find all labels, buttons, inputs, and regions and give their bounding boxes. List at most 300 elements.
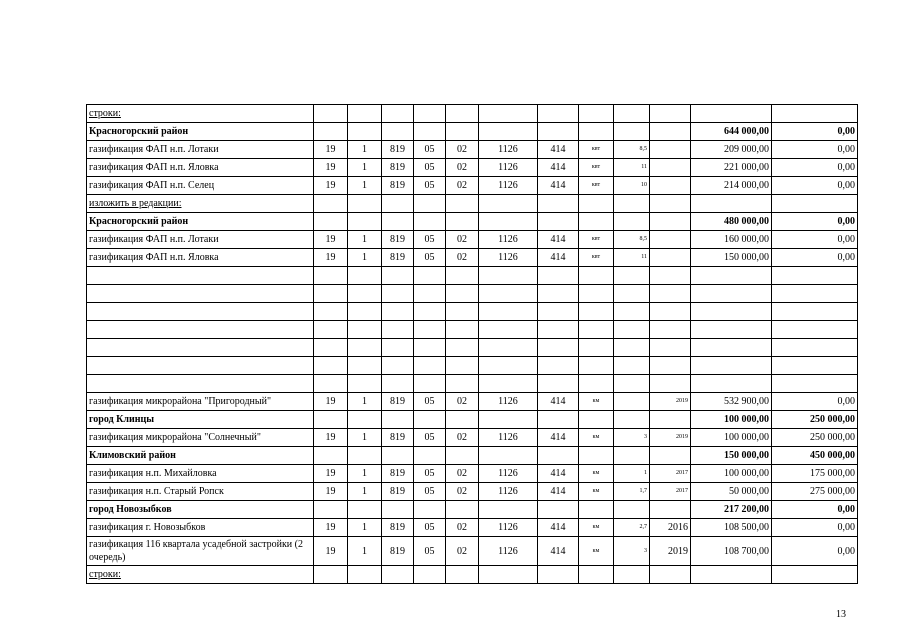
empty-cell [691, 105, 772, 123]
table-row [87, 411, 858, 429]
empty-cell [446, 447, 479, 465]
amount-cell: 0,00 [772, 213, 858, 231]
code-cell: 19 [314, 483, 348, 501]
code-cell: 1 [348, 537, 382, 566]
unit-cell: км [579, 429, 614, 447]
empty-cell [446, 339, 479, 357]
code-cell: 02 [446, 393, 479, 411]
empty-cell [479, 303, 538, 321]
year-cell [650, 141, 691, 159]
empty-cell [414, 375, 446, 393]
code-cell: 02 [446, 249, 479, 267]
empty-cell [479, 105, 538, 123]
empty-cell [691, 285, 772, 303]
code-cell: 1 [348, 483, 382, 501]
empty-cell [382, 303, 414, 321]
code-cell: 1 [348, 465, 382, 483]
empty-cell [382, 501, 414, 519]
table-row [87, 537, 858, 566]
note-cell: изложить в редакции: [87, 195, 314, 213]
empty-cell [538, 339, 579, 357]
empty-cell [314, 123, 348, 141]
empty-cell [614, 339, 650, 357]
table-row [87, 447, 858, 465]
empty-cell [382, 195, 414, 213]
empty-cell [479, 447, 538, 465]
table-row [87, 483, 858, 501]
empty-cell [414, 285, 446, 303]
empty-cell [538, 195, 579, 213]
table-row [87, 123, 858, 141]
section-header-cell: Климовский район [87, 447, 314, 465]
table-row [87, 249, 858, 267]
year-cell [650, 249, 691, 267]
empty-cell [479, 501, 538, 519]
code-cell: 819 [382, 465, 414, 483]
code-cell: 1126 [479, 231, 538, 249]
empty-cell [314, 566, 348, 584]
empty-cell [772, 357, 858, 375]
empty-cell [579, 303, 614, 321]
empty-cell [579, 195, 614, 213]
empty-cell [414, 339, 446, 357]
empty-cell [348, 501, 382, 519]
table-row [87, 375, 858, 393]
table-row [87, 303, 858, 321]
empty-cell [691, 357, 772, 375]
empty-cell [446, 195, 479, 213]
item-name-cell: газификация г. Новозыбков [87, 519, 314, 537]
amount-cell: 0,00 [772, 123, 858, 141]
code-cell: 19 [314, 519, 348, 537]
code-cell: 02 [446, 465, 479, 483]
amount-cell: 100 000,00 [691, 465, 772, 483]
empty-cell [691, 566, 772, 584]
empty-cell [650, 267, 691, 285]
empty-cell [414, 321, 446, 339]
empty-cell [614, 447, 650, 465]
quantity-cell: 1,7 [614, 483, 650, 501]
amount-cell: 150 000,00 [691, 249, 772, 267]
empty-cell [691, 267, 772, 285]
table-row [87, 393, 858, 411]
amount-cell: 175 000,00 [772, 465, 858, 483]
code-cell: 1126 [479, 537, 538, 566]
empty-cell [314, 285, 348, 303]
amount-cell: 100 000,00 [691, 429, 772, 447]
empty-cell [650, 411, 691, 429]
empty-cell [414, 195, 446, 213]
unit-cell: квт [579, 177, 614, 195]
empty-cell [479, 123, 538, 141]
empty-cell [772, 566, 858, 584]
item-name-cell: газификация ФАП н.п. Яловка [87, 249, 314, 267]
empty-cell [650, 321, 691, 339]
empty-cell [414, 501, 446, 519]
empty-cell [446, 213, 479, 231]
empty-cell [414, 123, 446, 141]
code-cell: 414 [538, 483, 579, 501]
empty-cell [382, 105, 414, 123]
code-cell: 819 [382, 177, 414, 195]
empty-cell [446, 303, 479, 321]
empty-cell [772, 375, 858, 393]
empty-cell [650, 303, 691, 321]
code-cell: 414 [538, 177, 579, 195]
code-cell: 819 [382, 159, 414, 177]
code-cell: 19 [314, 231, 348, 249]
empty-cell [691, 375, 772, 393]
empty-cell [579, 105, 614, 123]
empty-cell [650, 357, 691, 375]
empty-cell [414, 267, 446, 285]
empty-cell [348, 357, 382, 375]
empty-cell [382, 267, 414, 285]
empty-cell [538, 375, 579, 393]
code-cell: 1 [348, 141, 382, 159]
empty-cell [650, 501, 691, 519]
empty-cell [579, 123, 614, 141]
amount-cell: 644 000,00 [691, 123, 772, 141]
empty-cell [414, 411, 446, 429]
empty-cell [382, 123, 414, 141]
empty-cell [538, 213, 579, 231]
code-cell: 19 [314, 393, 348, 411]
empty-cell [87, 375, 314, 393]
item-name-cell: газификация ФАП н.п. Яловка [87, 159, 314, 177]
empty-cell [650, 285, 691, 303]
empty-cell [772, 321, 858, 339]
code-cell: 19 [314, 537, 348, 566]
code-cell: 1 [348, 177, 382, 195]
year-cell: 2019 [650, 429, 691, 447]
empty-cell [538, 447, 579, 465]
empty-cell [614, 566, 650, 584]
year-cell: 2019 [650, 537, 691, 566]
code-cell: 1 [348, 249, 382, 267]
empty-cell [579, 447, 614, 465]
empty-cell [479, 375, 538, 393]
empty-cell [314, 195, 348, 213]
empty-cell [87, 321, 314, 339]
item-name-cell: газификация ФАП н.п. Лотаки [87, 231, 314, 249]
section-header-cell: город Новозыбков [87, 501, 314, 519]
code-cell: 05 [414, 177, 446, 195]
empty-cell [538, 105, 579, 123]
amount-cell: 450 000,00 [772, 447, 858, 465]
code-cell: 19 [314, 177, 348, 195]
amount-cell: 108 500,00 [691, 519, 772, 537]
empty-cell [382, 339, 414, 357]
code-cell: 819 [382, 231, 414, 249]
page-number: 13 [836, 609, 846, 620]
item-name-cell: газификация н.п. Михайловка [87, 465, 314, 483]
empty-cell [614, 123, 650, 141]
code-cell: 414 [538, 249, 579, 267]
empty-cell [479, 267, 538, 285]
amount-cell: 100 000,00 [691, 411, 772, 429]
table-row [87, 465, 858, 483]
code-cell: 02 [446, 159, 479, 177]
empty-cell [348, 303, 382, 321]
unit-cell: квт [579, 159, 614, 177]
empty-cell [382, 285, 414, 303]
code-cell: 1 [348, 519, 382, 537]
empty-cell [382, 357, 414, 375]
code-cell: 02 [446, 141, 479, 159]
empty-cell [348, 213, 382, 231]
table-row [87, 141, 858, 159]
empty-cell [446, 375, 479, 393]
code-cell: 05 [414, 465, 446, 483]
amount-cell: 50 000,00 [691, 483, 772, 501]
empty-cell [446, 566, 479, 584]
empty-cell [314, 411, 348, 429]
table-row [87, 213, 858, 231]
code-cell: 05 [414, 249, 446, 267]
code-cell: 02 [446, 231, 479, 249]
item-name-cell: газификация 116 квартала усадебной застройки (2 очередь) [87, 537, 314, 566]
empty-cell [382, 566, 414, 584]
empty-cell [772, 339, 858, 357]
section-header-cell: город Клинцы [87, 411, 314, 429]
empty-cell [414, 303, 446, 321]
code-cell: 819 [382, 393, 414, 411]
code-cell: 05 [414, 231, 446, 249]
code-cell: 05 [414, 483, 446, 501]
empty-cell [579, 501, 614, 519]
empty-cell [538, 285, 579, 303]
code-cell: 02 [446, 177, 479, 195]
code-cell: 1126 [479, 177, 538, 195]
empty-cell [650, 123, 691, 141]
quantity-cell [614, 393, 650, 411]
empty-cell [479, 213, 538, 231]
empty-cell [87, 303, 314, 321]
amount-cell: 0,00 [772, 141, 858, 159]
item-name-cell: газификация микрорайона "Солнечный" [87, 429, 314, 447]
empty-cell [446, 105, 479, 123]
empty-cell [348, 123, 382, 141]
empty-cell [314, 501, 348, 519]
table-row [87, 159, 858, 177]
code-cell: 02 [446, 537, 479, 566]
empty-cell [579, 411, 614, 429]
table-row [87, 429, 858, 447]
empty-cell [414, 447, 446, 465]
empty-cell [614, 105, 650, 123]
amount-cell: 150 000,00 [691, 447, 772, 465]
empty-cell [382, 411, 414, 429]
code-cell: 819 [382, 429, 414, 447]
empty-cell [614, 375, 650, 393]
empty-cell [348, 375, 382, 393]
note-cell: строки: [87, 105, 314, 123]
code-cell: 414 [538, 231, 579, 249]
empty-cell [691, 195, 772, 213]
empty-cell [579, 339, 614, 357]
amount-cell: 480 000,00 [691, 213, 772, 231]
code-cell: 1126 [479, 483, 538, 501]
empty-cell [579, 285, 614, 303]
empty-cell [772, 303, 858, 321]
empty-cell [87, 357, 314, 375]
budget-table [86, 104, 858, 584]
empty-cell [348, 321, 382, 339]
empty-cell [479, 357, 538, 375]
empty-cell [446, 267, 479, 285]
item-name-cell: газификация н.п. Старый Ропск [87, 483, 314, 501]
code-cell: 1126 [479, 141, 538, 159]
empty-cell [479, 285, 538, 303]
empty-cell [414, 566, 446, 584]
empty-cell [479, 195, 538, 213]
empty-cell [579, 566, 614, 584]
empty-cell [348, 411, 382, 429]
code-cell: 05 [414, 141, 446, 159]
empty-cell [348, 105, 382, 123]
empty-cell [650, 375, 691, 393]
empty-cell [314, 339, 348, 357]
code-cell: 414 [538, 159, 579, 177]
empty-cell [382, 321, 414, 339]
code-cell: 1 [348, 429, 382, 447]
empty-cell [772, 195, 858, 213]
empty-cell [314, 303, 348, 321]
code-cell: 414 [538, 465, 579, 483]
empty-cell [538, 123, 579, 141]
amount-cell: 214 000,00 [691, 177, 772, 195]
amount-cell: 0,00 [772, 231, 858, 249]
empty-cell [772, 105, 858, 123]
empty-cell [614, 303, 650, 321]
item-name-cell: газификация ФАП н.п. Лотаки [87, 141, 314, 159]
empty-cell [614, 357, 650, 375]
empty-cell [538, 303, 579, 321]
empty-cell [614, 195, 650, 213]
empty-cell [538, 357, 579, 375]
code-cell: 1 [348, 393, 382, 411]
empty-cell [772, 285, 858, 303]
year-cell: 2019 [650, 393, 691, 411]
amount-cell: 0,00 [772, 177, 858, 195]
empty-cell [314, 105, 348, 123]
empty-cell [348, 267, 382, 285]
empty-cell [348, 285, 382, 303]
quantity-cell: 11 [614, 159, 650, 177]
code-cell: 19 [314, 465, 348, 483]
amount-cell: 221 000,00 [691, 159, 772, 177]
empty-cell [382, 447, 414, 465]
year-cell: 2017 [650, 483, 691, 501]
amount-cell: 0,00 [772, 537, 858, 566]
table-row [87, 195, 858, 213]
empty-cell [614, 321, 650, 339]
empty-cell [614, 285, 650, 303]
amount-cell: 0,00 [772, 393, 858, 411]
code-cell: 1126 [479, 465, 538, 483]
empty-cell [87, 339, 314, 357]
empty-cell [479, 566, 538, 584]
code-cell: 05 [414, 519, 446, 537]
unit-cell: км [579, 483, 614, 501]
year-cell [650, 177, 691, 195]
code-cell: 414 [538, 141, 579, 159]
code-cell: 19 [314, 429, 348, 447]
code-cell: 414 [538, 393, 579, 411]
empty-cell [446, 123, 479, 141]
quantity-cell: 8,5 [614, 141, 650, 159]
empty-cell [579, 375, 614, 393]
amount-cell: 0,00 [772, 501, 858, 519]
table-row [87, 357, 858, 375]
unit-cell: км [579, 465, 614, 483]
quantity-cell: 8,5 [614, 231, 650, 249]
empty-cell [772, 267, 858, 285]
amount-cell: 0,00 [772, 249, 858, 267]
empty-cell [691, 303, 772, 321]
code-cell: 1126 [479, 159, 538, 177]
code-cell: 05 [414, 393, 446, 411]
empty-cell [382, 213, 414, 231]
year-cell [650, 159, 691, 177]
empty-cell [538, 321, 579, 339]
empty-cell [446, 285, 479, 303]
empty-cell [382, 375, 414, 393]
code-cell: 05 [414, 159, 446, 177]
empty-cell [538, 566, 579, 584]
empty-cell [446, 411, 479, 429]
year-cell: 2017 [650, 465, 691, 483]
empty-cell [446, 501, 479, 519]
empty-cell [348, 566, 382, 584]
empty-cell [314, 267, 348, 285]
empty-cell [414, 357, 446, 375]
amount-cell: 250 000,00 [772, 411, 858, 429]
item-name-cell: газификация ФАП н.п. Селец [87, 177, 314, 195]
section-header-cell: Красногорский район [87, 213, 314, 231]
code-cell: 19 [314, 159, 348, 177]
year-cell [650, 231, 691, 249]
empty-cell [614, 267, 650, 285]
code-cell: 1 [348, 159, 382, 177]
empty-cell [446, 357, 479, 375]
code-cell: 1126 [479, 249, 538, 267]
empty-cell [538, 501, 579, 519]
empty-cell [446, 321, 479, 339]
quantity-cell: 2,7 [614, 519, 650, 537]
empty-cell [579, 213, 614, 231]
table-row [87, 105, 858, 123]
table-row [87, 177, 858, 195]
empty-cell [314, 375, 348, 393]
empty-cell [314, 321, 348, 339]
table-row [87, 339, 858, 357]
code-cell: 819 [382, 519, 414, 537]
empty-cell [650, 566, 691, 584]
quantity-cell: 3 [614, 429, 650, 447]
year-cell: 2016 [650, 519, 691, 537]
empty-cell [314, 213, 348, 231]
unit-cell: квт [579, 141, 614, 159]
empty-cell [579, 357, 614, 375]
table-row [87, 285, 858, 303]
unit-cell: км [579, 519, 614, 537]
amount-cell: 160 000,00 [691, 231, 772, 249]
table-row [87, 231, 858, 249]
code-cell: 1 [348, 231, 382, 249]
empty-cell [691, 321, 772, 339]
